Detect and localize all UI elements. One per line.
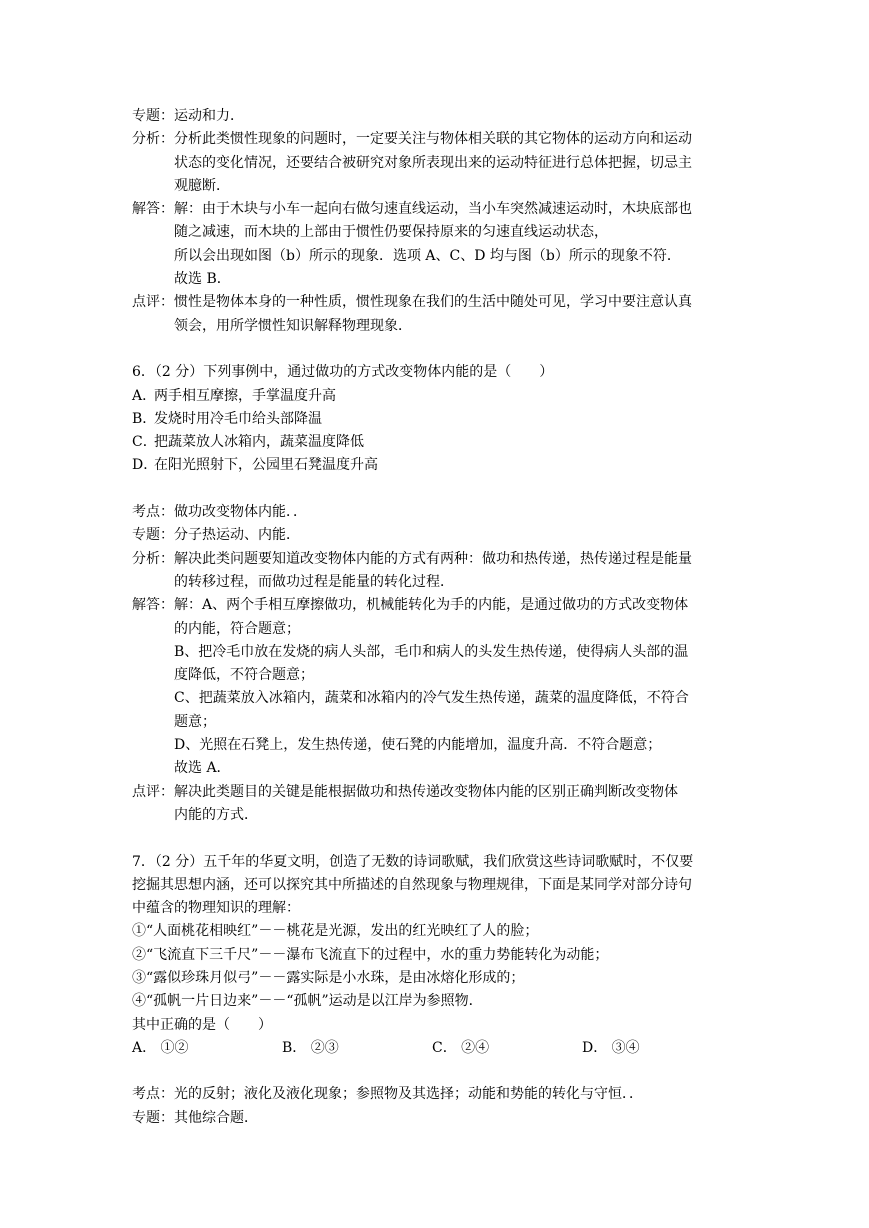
comment-line: 领会，用所学惯性知识解释物理现象．: [174, 317, 412, 334]
answer-line: 故选 A．: [174, 760, 231, 777]
q6-option-d: D．在阳光照射下，公园里石凳温度升高: [132, 457, 378, 474]
q6-answer: [132, 594, 744, 780]
q6-key-point: [132, 501, 744, 524]
answer-line: 的内能，符合题意；: [174, 620, 300, 637]
topic-text: 其他综合题．: [174, 1109, 258, 1126]
q7-choice-c: C． ②④: [432, 1039, 490, 1056]
topic-text: 分子热运动、内能．: [174, 527, 300, 544]
answer-line: C、把蔬菜放入冰箱内，蔬菜和冰箱内的冷气发生热传递，蔬菜的温度降低，不符合: [174, 690, 689, 707]
answer-line: D、光照在石凳上，发生热传递，使石凳的内能增加，温度升高．不符合题意；: [174, 737, 662, 754]
answer-line: 随之减速，而木块的上部由于惯性仍要保持原来的匀速直线运动状态，: [174, 224, 608, 241]
comment-label: 点评：: [132, 783, 174, 800]
answer-line: 解：由于木块与小车一起向右做匀速直线运动，当小车突然减速运动时，木块底部也: [174, 201, 692, 218]
q6-option-c: C．把蔬菜放人冰箱内，蔬菜温度降低: [132, 434, 364, 451]
topic-text: 运动和力．: [174, 108, 244, 124]
q6-topic: [132, 524, 744, 547]
q7-choices: [132, 1037, 744, 1060]
q7-stem-line: 挖掘其思想内涵，还可以探究其中所描述的自然现象与物理规律，下面是某同学对部分诗句: [132, 876, 692, 893]
q7-key-point: [132, 1083, 744, 1106]
q5-topic: [132, 105, 744, 128]
analysis-label: 分析：: [132, 131, 174, 148]
analysis-line: 的转移过程，而做功过程是能量的转化过程．: [174, 573, 454, 590]
q7-topic: [132, 1107, 744, 1130]
q6-option-b: B．发烧时用冷毛巾给头部降温: [132, 410, 322, 427]
answer-line: 题意；: [174, 713, 216, 730]
topic-label: 专题：: [132, 108, 174, 124]
q6-options: [132, 385, 744, 478]
document-page: [132, 105, 744, 1130]
answer-line: 故选 B．: [174, 271, 231, 288]
q7-choice-a: A． ①②: [132, 1039, 189, 1056]
analysis-line: 解决此类问题要知道改变物体内能的方式有两种：做功和热传递，热传递过程是能量: [174, 550, 692, 567]
analysis-line: 观臆断．: [174, 177, 230, 194]
q5-analysis: [132, 128, 744, 198]
answer-label: 解答：: [132, 597, 174, 614]
q7-choice-d: D． ③④: [582, 1039, 640, 1056]
q7-question: 其中正确的是（ ）: [132, 1016, 272, 1033]
q7-item-4: ④“孤帆一片日边来”－－“孤帆”运动是以江岸为参照物．: [132, 993, 483, 1010]
comment-line: 解决此类题目的关键是能根据做功和热传递改变物体内能的区别正确判断改变物体: [174, 783, 678, 800]
q7-items: [132, 920, 744, 1013]
analysis-label: 分析：: [132, 550, 174, 567]
q5-comment: [132, 291, 744, 338]
q7-item-1: ①“人面桃花相映红”－－桃花是光源，发出的红光映红了人的脸；: [132, 923, 539, 940]
answer-line: 解：A、两个手相互摩擦做功，机械能转化为手的内能，是通过做功的方式改变物体: [174, 597, 689, 614]
q7-stem-line: 7．（2 分）五千年的华夏文明，创造了无数的诗词歌赋，我们欣赏这些诗词歌赋时，不仅要: [132, 853, 694, 870]
q6-stem: 6．（2 分）下列事例中，通过做功的方式改变物体内能的是（ ）: [132, 364, 554, 381]
topic-label: 专题：: [132, 1109, 174, 1126]
answer-line: 所以会出现如图（b）所示的现象．选项 A、C、D 均与图（b）所示的现象不符．: [174, 247, 681, 264]
comment-label: 点评：: [132, 294, 174, 311]
analysis-line: 状态的变化情况，还要结合被研究对象所表现出来的运动特征进行总体把握，切忌主: [174, 154, 692, 171]
q7-item-2: ②“飞流直下三千尺”－－瀑布飞流直下的过程中，水的重力势能转化为动能；: [132, 946, 609, 963]
q7-stem-line: 中蕴含的物理知识的理解：: [132, 900, 300, 917]
q6-comment: [132, 781, 744, 828]
q5-answer: [132, 198, 744, 291]
answer-line: 度降低，不符合题意；: [174, 667, 314, 684]
key-point-label: 考点：: [132, 1086, 174, 1103]
q6-analysis: [132, 548, 744, 595]
comment-line: 惯性是物体本身的一种性质，惯性现象在我们的生活中随处可见，学习中要注意认真: [174, 294, 692, 311]
q7-item-3: ③“露似珍珠月似弓”－－露实际是小水珠，是由冰熔化形成的；: [132, 969, 525, 986]
topic-label: 专题：: [132, 527, 174, 544]
key-point-label: 考点：: [132, 504, 174, 521]
answer-label: 解答：: [132, 201, 174, 218]
key-point-text: 光的反射；液化及液化现象；参照物及其选择；动能和势能的转化与守恒．．: [174, 1086, 643, 1103]
q6-option-a: A．两手相互摩擦，手掌温度升高: [132, 387, 336, 404]
q7-choice-b: B． ②③: [282, 1039, 339, 1056]
analysis-line: 分析此类惯性现象的问题时，一定要关注与物体相关联的其它物体的运动方向和运动: [174, 131, 692, 148]
key-point-text: 做功改变物体内能．．: [174, 504, 307, 521]
answer-line: B、把冷毛巾放在发烧的病人头部，毛巾和病人的头发生热传递，使得病人头部的温: [174, 643, 689, 660]
q7-stem: [132, 851, 744, 921]
comment-line: 内能的方式．: [174, 806, 258, 823]
